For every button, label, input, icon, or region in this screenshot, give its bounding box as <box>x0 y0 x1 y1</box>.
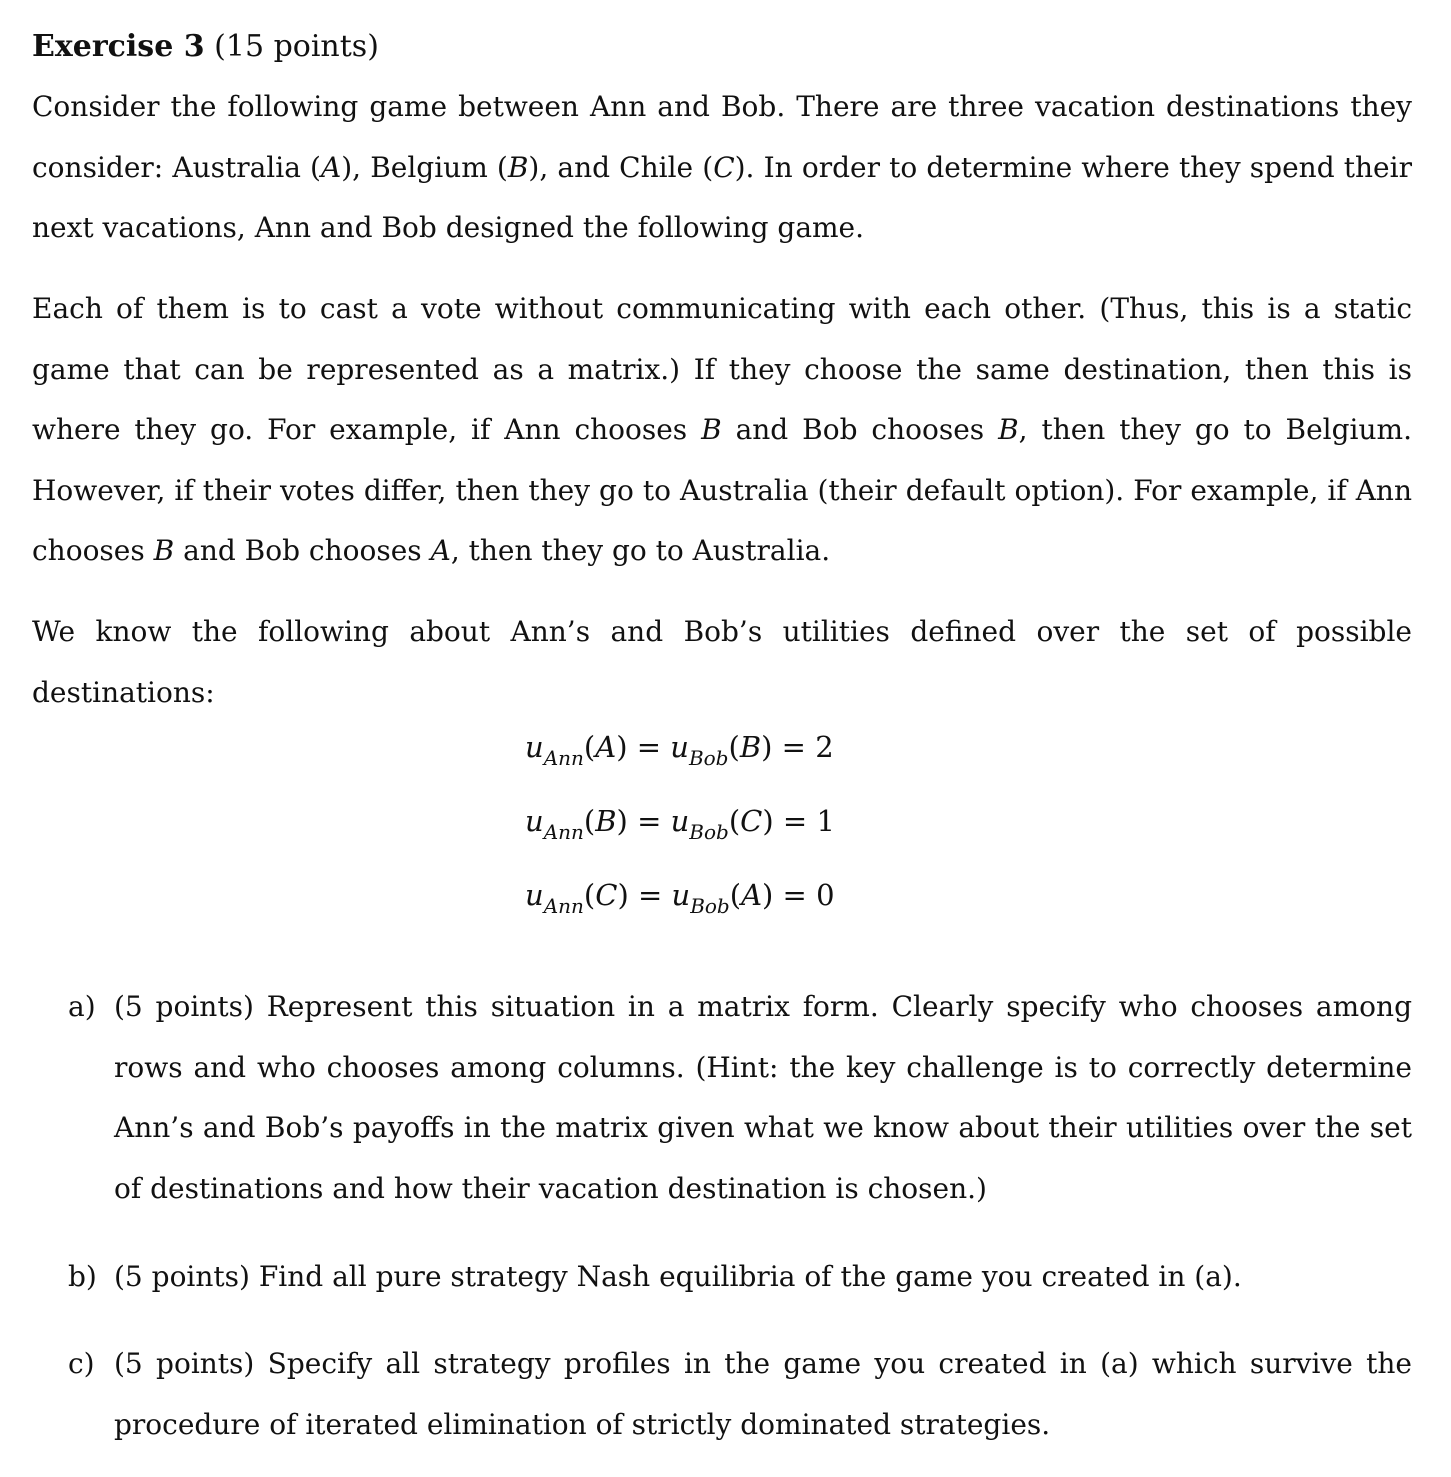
item-label: c) <box>68 1347 95 1380</box>
intro-text: ). In order to determine where they spend their next vacations, Ann and Bob designed the following game. <box>32 150 1412 244</box>
item-text: (5 points) Represent this situation in a matrix form. Clearly specify who chooses among rows and who chooses among columns. (Hint: the key challenge is to correctly determine Ann’s and Bob’s payoffs in the matrix given what we know about their utilities over the set of destinations and how their vacation destination is chosen.) <box>114 990 1412 1205</box>
math-arg: C <box>595 878 618 912</box>
exercise-title <box>32 22 1412 72</box>
math-B: B <box>998 413 1019 446</box>
subscript-bob: Bob <box>689 820 729 844</box>
math-arg: C <box>740 804 763 838</box>
exercise-number: Exercise 3 <box>32 29 205 64</box>
intro-text: ), and Chile ( <box>528 150 714 184</box>
item-text: (5 points) Find all pure strategy Nash equilibria of the game you created in (a). <box>114 1260 1242 1293</box>
utilities-paragraph: We know the following about Ann’s and Bob’s utilities defined over the set of possible destinations: <box>32 615 1412 709</box>
math-u: u <box>525 804 544 838</box>
equation-row: $u_{Ann}(A) = u_{Bob}(B) = 2$ <box>525 730 834 770</box>
intro-text: Consider the following game between Ann and Bob. There are three vacation destinations they consider: Australia ( <box>32 90 1412 184</box>
math-u: u <box>671 878 691 912</box>
item-text: (5 points) Specify all strategy profiles in the game you created in (a) which survive the procedure of iterated elimination of strictly dominated strategies. <box>114 1347 1412 1441</box>
equation-row: $u_{Ann}(B) = u_{Bob}(C) = 1$ <box>525 804 835 844</box>
intro-paragraph <box>32 77 1412 259</box>
intro-text: ), Belgium ( <box>341 150 508 184</box>
rules-text: and Bob chooses <box>174 534 431 567</box>
rules-text: , then they go to Australia. <box>450 534 831 567</box>
math-B: B <box>153 534 175 567</box>
math-arg: B <box>595 804 617 838</box>
math-u: u <box>525 878 544 912</box>
math-A: A <box>320 150 342 184</box>
math-u: u <box>670 730 689 764</box>
math-A: A <box>430 534 451 567</box>
math-B: B <box>701 413 722 446</box>
subscript-bob: Bob <box>688 746 729 770</box>
equation-value: 1 <box>816 804 835 838</box>
subscript-ann: Ann <box>543 894 584 918</box>
item-label: a) <box>68 990 96 1023</box>
rules-text: and Bob chooses <box>721 413 999 446</box>
subscript-ann: Ann <box>543 746 584 770</box>
rules-text: , then they go to Belgium. However, if their votes differ, then they go to Australia (their default option). For example, if Ann chooses <box>32 413 1412 567</box>
equation-value: 0 <box>816 878 835 912</box>
math-C: C <box>713 150 735 184</box>
math-arg: A <box>595 730 617 764</box>
rules-text: Each of them is to cast a vote without communicating with each other. (Thus, this is a static game that can be represented as a matrix.) If they choose the same destination, then this is where they go. For example, if Ann chooses <box>32 292 1412 446</box>
math-arg: A <box>741 878 763 912</box>
equation-value: 2 <box>815 730 834 764</box>
subscript-bob: Bob <box>690 894 730 918</box>
math-u: u <box>670 804 690 838</box>
exercise-points: (15 points) <box>214 29 379 64</box>
subscript-ann: Ann <box>543 820 584 844</box>
question-item-b <box>32 1247 1412 1308</box>
math-u: u <box>525 730 544 764</box>
rules-paragraph <box>32 279 1412 582</box>
exercise-page <box>32 22 1412 1441</box>
question-item-a <box>32 977 1412 1219</box>
math-B: B <box>507 150 529 184</box>
question-item-c <box>32 1334 1412 1455</box>
utility-equations <box>525 717 945 939</box>
item-label: b) <box>68 1260 97 1293</box>
math-arg: B <box>739 730 762 764</box>
equation-row: $u_{Ann}(C) = u_{Bob}(A) = 0$ <box>525 878 835 918</box>
